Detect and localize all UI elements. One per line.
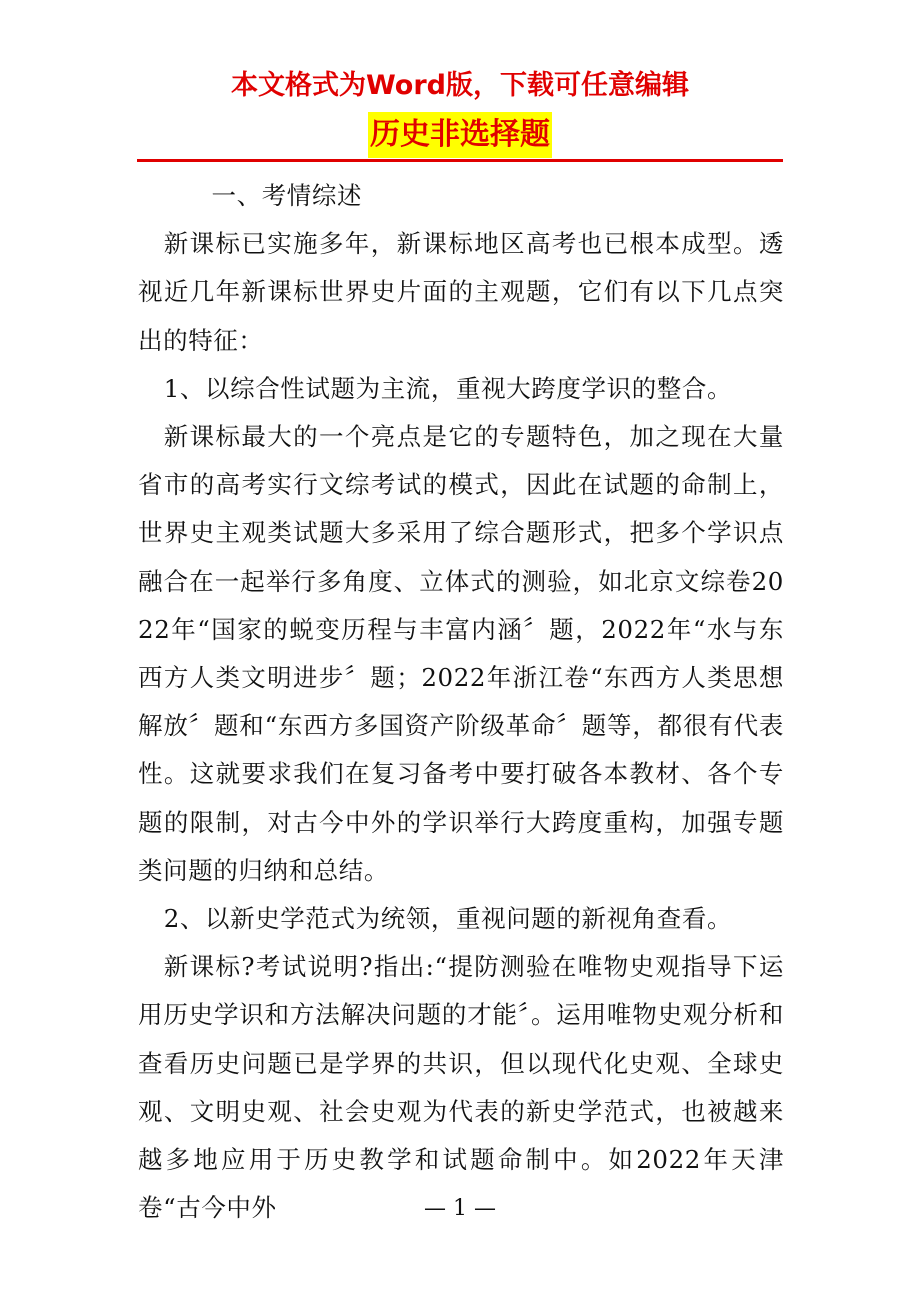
point-2-heading: 2、以新史学范式为统领，重视问题的新视角查看。	[163, 904, 733, 934]
document-title: 历史非选择题	[368, 112, 552, 158]
paragraph-point-1: 新课标最大的一个亮点是它的专题特色，加之现在大量省市的高考实行文综考试的模式，因此在试题的命制上，世界史主观类试题大多采用了综合题形式，把多个学识点融合在一起举行多角度、立体式的测验，如北京文综卷2022年“国家的蜕变历程与丰富内涵〞题，2022年“水与东西方人类文明进步〞题；2022年浙江卷“东西方人类思想解放〞题和“东西方多国资产阶级革命〞题等，都很有代表性。这就要求我们在复习备考中要打破各本教材、各个专题的限制，对古今中外的学识举行大跨度重构，加强专题类问题的归纳和总结。	[138, 422, 784, 885]
format-notice-banner: 本文格式为Word版，下载可任意编辑	[230, 70, 689, 101]
point-1-heading: 1、以综合性试题为主流，重视大跨度学识的整合。	[163, 373, 733, 403]
document-body	[138, 172, 784, 1232]
paragraph-point-2: 新课标?考试说明?指出:“提防测验在唯物史观指导下运用历史学识和方法解决问题的才能〞。运用唯物史观分析和查看历史问题已是学界的共识，但以现代化史观、全球史观、文明史观、社会史观为代表的新史学范式，也被越来越多地应用于历史教学和试题命制中。如2022年天津卷“古今中外	[138, 952, 784, 1223]
page-number: — 1 —	[424, 1196, 496, 1221]
title-wrapper	[0, 112, 920, 158]
paragraph-intro: 新课标已实施多年，新课标地区高考也已根本成型。透视近几年新课标世界史片面的主观题，它们有以下几点突出的特征：	[138, 229, 784, 355]
section-heading-overview: 一、考情综述	[211, 181, 363, 210]
title-divider	[137, 159, 783, 162]
